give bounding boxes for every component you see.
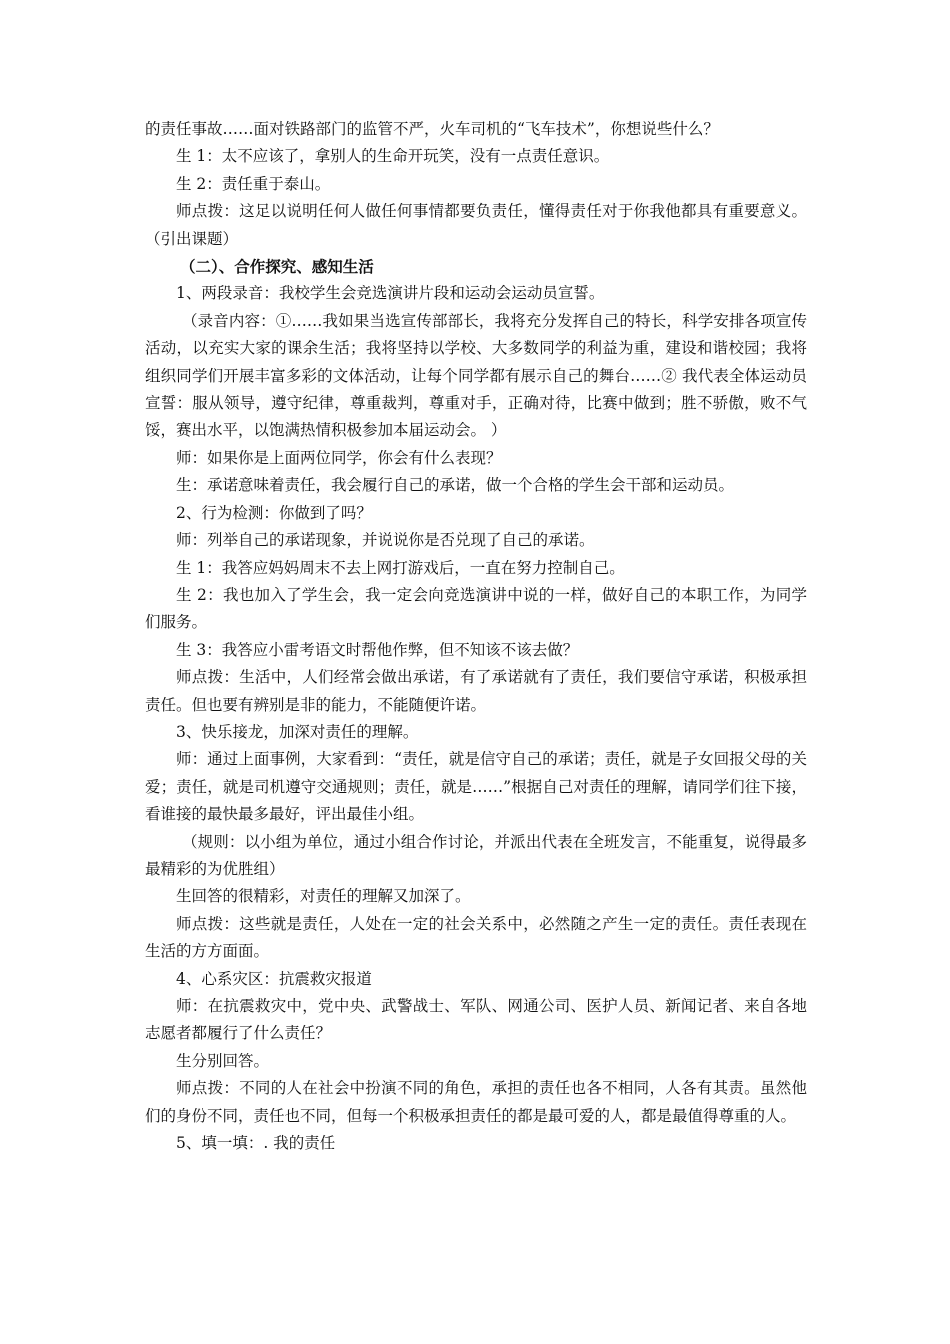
paragraph: 师：列举自己的承诺现象，并说说你是否兑现了自己的承诺。 [176,531,595,550]
paragraph: （规则：以小组为单位，通过小组合作讨论，并派出代表在全班发言，不能重复，说得最多最精彩的为优胜组） [145,832,807,878]
document-body [145,116,807,1157]
paragraph: 师点拨：这些就是责任，人处在一定的社会关系中，必然随之产生一定的责任。责任表现在生活的方方面面。 [145,914,807,961]
paragraph: 生 1：我答应妈妈周末不去上网打游戏后，一直在努力控制自己。 [176,558,625,577]
paragraph: 生：承诺意味着责任，我会履行自己的承诺，做一个合格的学生会干部和运动员。 [176,476,735,495]
paragraph: 的责任事故……面对铁路部门的监管不严，火车司机的“飞车技术”，你想说些什么？ [145,120,719,138]
paragraph: 4、心系灾区：抗震救灾报道 [176,969,372,988]
paragraph: （录音内容：①……我如果当选宣传部部长，我将充分发挥自己的特长，科学安排各项宣传活动，以充实大家的课余生活；我将坚持以学校、大多数同学的利益为重，建设和谐校园；我将组织同学们开展丰富多彩的文体活动，让每个同学都有展示自己的舞台……② 我代表全体运动员宣誓：服从领导，遵守纪律，尊重裁判，尊重对手，正确对待，比赛中做到；胜不骄傲，败不气馁，赛出水平，以饱满热情积极参加本届运动会。 ） [145,311,807,440]
paragraph: 生 1：太不应该了，拿别人的生命开玩笑，没有一点责任意识。 [176,147,610,166]
paragraph: 3、快乐接龙，加深对责任的理解。 [176,722,419,741]
paragraph: 5、填一填：. 我的责任 [176,1134,336,1153]
paragraph: 师：如果你是上面两位同学，你会有什么表现？ [176,448,502,467]
paragraph: 生分别回答。 [176,1051,270,1070]
paragraph: 师：通过上面事例，大家看到：“责任，就是信守自己的承诺；责任，就是子女回报父母的关爱；责任，就是司机遵守交通规则；责任，就是……”根据自己对责任的理解，请同学们往下接，看谁接的最快最多最好，评出最佳小组。 [145,750,807,824]
paragraph: 生 3：我答应小雷考语文时帮他作弊，但不知该不该去做？ [176,640,579,659]
paragraph: 1、两段录音：我校学生会竞选演讲片段和运动会运动员宣誓。 [176,284,605,303]
paragraph: 生 2：我也加入了学生会，我一定会向竞选演讲中说的一样，做好自己的本职工作，为同学们服务。 [145,585,807,632]
paragraph: 师点拨：生活中，人们经常会做出承诺，有了承诺就有了责任，我们要信守承诺，积极承担责任。但也要有辨别是非的能力，不能随便许诺。 [145,668,807,714]
section-heading: （二）、合作探究、感知生活 [180,257,374,277]
paragraph: 2、行为检测：你做到了吗？ [176,503,372,522]
paragraph: 生 2：责任重于泰山。 [176,174,331,193]
paragraph: 生回答的很精彩，对责任的理解又加深了。 [176,887,471,906]
paragraph: 师点拨：不同的人在社会中扮演不同的角色，承担的责任也各不相同，人各有其责。虽然他们的身份不同，责任也不同，但每一个积极承担责任的都是最可爱的人，都是最值得尊重的人。 [145,1079,807,1125]
paragraph: 师点拨：这足以说明任何人做任何事情都要负责任，懂得责任对于你我他都具有重要意义。（引出课题） [145,202,807,248]
paragraph: 师：在抗震救灾中，党中央、武警战士、军队、网通公司、医护人员、新闻记者、来自各地志愿者都履行了什么责任？ [145,997,807,1043]
